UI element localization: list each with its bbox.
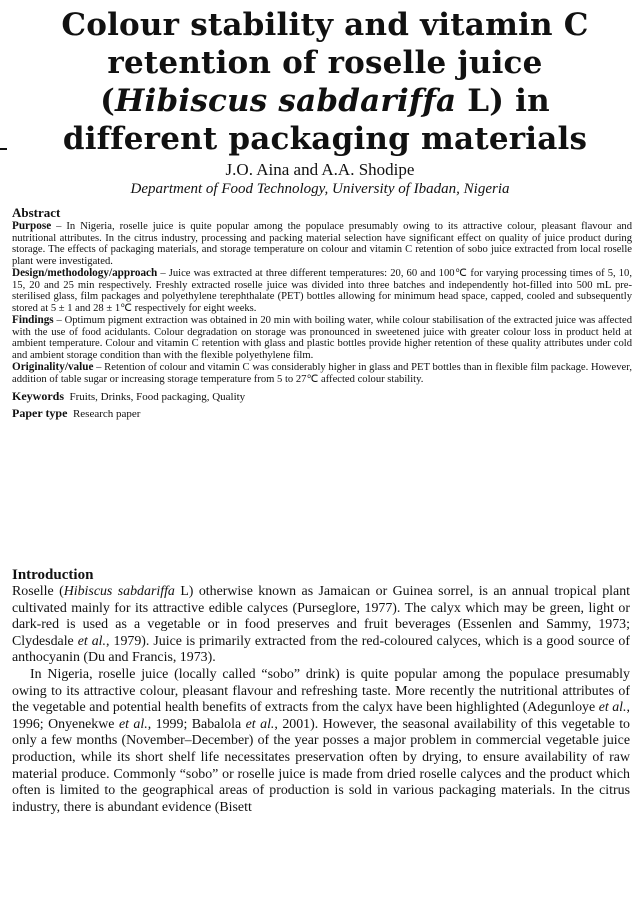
intro-text: , 2001). However, the seasonal availability of this vegetable to only a few months (November–December) of the year posses a major problem in commercial vegetable juice production, while its short shelf life necessitates preservation often by drying, to ensure availability of raw material produce. Commonly “sobo” or roselle juice is made from dried roselle calyces and the product which often is limited to the geographical areas of production is sold in various packaging materials. In the citrus industry, there is abundant evidence (Bisett (12, 716, 631, 815)
paper-type-line (12, 405, 632, 422)
paper-type-label: Paper type (12, 406, 68, 420)
abstract-label: Purpose (12, 220, 52, 232)
paper-title (30, 6, 620, 158)
intro-etal: et al. (598, 700, 627, 716)
keywords-label: Keywords (12, 389, 64, 403)
intro-etal: et al. (245, 716, 275, 732)
intro-paragraph-1 (12, 584, 630, 667)
intro-etal: et al. (77, 633, 107, 649)
intro-text: , 1999; Babalola (147, 716, 246, 732)
introduction-heading: Introduction (12, 567, 94, 583)
abstract-findings (12, 315, 632, 361)
authors: J.O. Aina and A.A. Shodipe (225, 160, 415, 179)
intro-text: Roselle ( (12, 584, 64, 599)
intro-paragraph-2 (12, 667, 630, 816)
abstract-text: – Retention of colour and vitamin C was considerably higher in glass and PET bottles than in flexible film package. However, addition of table sugar or increasing storage temperature from 5 to 27℃ affected colour stability. (12, 362, 632, 385)
abstract-purpose (12, 221, 632, 267)
title-line-4: different packaging materials (62, 121, 588, 157)
intro-text: L) otherwise known as Jamaican or Guinea sorrel, is an annual tropical plant cultivated mainly for its attractive edible calyces (Purseglore, 1977). The calyx which may be green, light or dark-red is used as a vegetable or in food preserves and fruit beverages (Essenlen and Sammy, 1973; Clydesdale (12, 584, 630, 649)
intro-text: , 1979). Juice is primarily extracted from the red-coloured calyces, which is a good source of anthocyanin (Du and Francis, 1973). (12, 633, 630, 666)
abstract-label: Originality/value (12, 361, 94, 373)
intro-etal: et al. (118, 716, 148, 732)
abstract-label: Design/methodology/approach (12, 267, 158, 279)
introduction-section (12, 566, 630, 816)
abstract-text: – In Nigeria, roselle juice is quite popular among the populace presumably owing to its attractive colour, pleasant flavour and nutritional attributes. In the citrus industry, processing and packing material selection have significant effect on quality of juice product during storage. The effects of packaging materials, and storage temperature on colour and vitamin C retention of sobo juice extracted from local roselle plant were investigated. (12, 221, 632, 267)
title-line-1: Colour stability and vitamin C (61, 7, 589, 43)
abstract-block (12, 206, 632, 422)
title-species: Hibiscus sabdariffa (115, 83, 457, 119)
margin-mark (0, 148, 7, 150)
abstract-originality (12, 362, 632, 385)
keywords-value: Fruits, Drinks, Food packaging, Quality (69, 391, 246, 403)
affiliation: Department of Food Technology, University of Ibadan, Nigeria (130, 181, 510, 197)
keywords-line (12, 388, 632, 405)
abstract-heading: Abstract (12, 205, 61, 220)
intro-text: , 1996; Onyenekwe (12, 700, 630, 732)
title-line-3-close: L) in (456, 83, 550, 119)
intro-species: Hibiscus sabdariffa (63, 584, 175, 599)
paper-type-value: Research paper (72, 408, 141, 420)
abstract-text: – Optimum pigment extraction was obtained in 20 min with boiling water, while colour stabilisation of the extracted juice was affected with the use of food acidulants. Colour degradation on storage was pronounced in sweetened juice with greater colour loss in product held at ambient temperature. Colour and vitamin C retention with glass and plastic bottles provide higher retention of these quality attributes under cold and ambient storage condition than with the flexible polyethylene film. (12, 315, 632, 361)
abstract-label: Findings (12, 314, 54, 326)
abstract-design (12, 268, 632, 314)
title-line-2: retention of roselle juice (107, 45, 543, 81)
intro-text: In Nigeria, roselle juice (locally called “sobo” drink) is quite popular among the populace presumably owing to its attractive colour, pleasant flavour and refreshing taste. More recently the nutritional attributes of the vegetable and potential health benefits of extracts from the calyx have been highlighted (Adegunloye (12, 666, 630, 716)
title-line-3-open: ( (100, 83, 115, 119)
abstract-text: – Juice was extracted at three different temperatures: 20, 60 and 100℃ for varying processing times of 5, 10, 15, 20 and 25 min respectively. Freshly extracted roselle juice was divided into three batches and independently hot-filled into 500 mL pre-sterilised glass, film packages and polyethylene terephthalate (PET) bottles allowing for minimum head space, capped, cooled and subsequently stored at 5 ± 1 and 28 ± 1℃ respectively for eight weeks. (12, 268, 632, 314)
